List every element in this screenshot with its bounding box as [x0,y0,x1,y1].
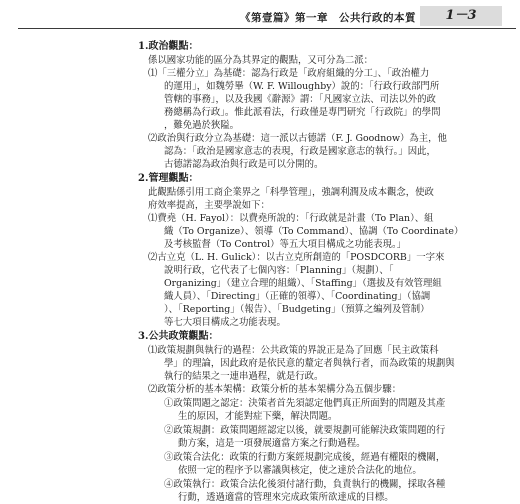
paragraph-line: 依照一定的程序予以審議與核定，使之達於合法化的地位。 [178,465,422,476]
running-header-title: 《第壹篇》第一章 公共行政的本質 [240,12,416,24]
page-number: 1－3 [420,6,502,26]
paragraph-line: ②政策規劃：政策問題經認定以後，就要規劃可能解決政策問題的行 [164,425,446,436]
paragraph-line: 係以國家功能的區分為其界定的觀點，又可分為二派： [148,55,374,66]
paragraph-line: 此觀點係引用工商企業界之「科學管理」，強調利潤及成本觀念，使政 [148,187,434,198]
paragraph-line: 動方案，這是一項發展適當方案之行動過程。 [178,438,366,449]
paragraph-line: ④政策執行：政策合法化後須付諸行動，負責執行的機關，採取各種 [164,479,446,490]
paragraph-line: ⑵政策分析的基本架構：政策分析的基本架構分為五個步驟： [148,384,402,395]
paragraph-line: 及考核監督（To Control）等五大項目構成之功能表現。」 [164,239,407,250]
paragraph-line: ）、「Reporting」（報告）、「Budgeting」（預算之編列及管制） [164,304,430,315]
paragraph-line: ⑵政治與行政分立為基礎：這一派以古德諾（F. J. Goodnow）為主，他 [148,133,447,144]
paragraph-line: 行動，透過適當的管理來完成政策所欲達成的目標。 [178,492,394,503]
paragraph-line: 等七大項目構成之功能表現。 [164,317,286,328]
paragraph-line: 學」的理論，因此政府是依民意的釐定者與執行者，而為政策的規劃與 [164,358,455,369]
paragraph-line: 執行的結果之一連串過程，就是行政。 [164,371,324,382]
paragraph-line: 管轄的事務」，以及我國《辭源》謂：「凡國家立法、司法以外的政 [164,94,436,105]
section-heading: 1.政治觀點： [138,41,199,52]
paragraph-line: 織人員）、「Directing」（正確的領導）、「Coordinating」（協調 [164,291,431,302]
paragraph-line: ⑵古立克（L. H. Gulick）：以古立克所創造的「POSDCORB」一字來 [148,252,445,263]
paragraph-line: 古德諾認為政治與行政是可以分開的。 [164,159,324,170]
paragraph-line: 的運用」，如魏勞畢（W. F. Willoughby）說的：「行政行政部門所 [164,81,440,92]
paragraph-line: 認為：「政治是國家意志的表現，行政是國家意志的執行。」因此， [164,146,436,157]
paragraph-line: ①政策問題之認定：決策者首先須認定他們真正所面對的問題及其產 [164,398,446,409]
section-heading: 3.公共政策觀點： [138,331,219,342]
paragraph-line: ，難免過於狹隘。 [164,120,240,131]
paragraph-line: ⑴政策規劃與執行的過程：公共政策的界說正是為了回應「民主政策科 [148,345,439,356]
paragraph-line: 說明行政，它代表了七個內容：「Planning」（規劃）、「 [164,265,394,276]
page-header [0,0,520,30]
paragraph-line: 務總稱為行政」。惟此派看法，行政僅是專門研究「行政院」的學問 [164,107,441,118]
paragraph-line: 織（To Organize）、領導（To Command）、協調（To Coordinate） [164,226,464,237]
paragraph-line: ⑴費堯（H. Fayol）：以費堯所說的：「行政就是計畫（To Plan）、組 [148,213,434,224]
paragraph-line: ③政策合法化：政策的行動方案經規劃完成後，經過有權限的機關， [164,452,446,463]
paragraph-line: ⑴「三權分立」為基礎：認為行政是「政府組織的分工」、「政治權力 [148,68,430,79]
header-rule [18,28,516,29]
paragraph-line: Organizing」（建立合理的組織）、「Staffing」（選拔及有效管理組 [164,278,442,289]
section-heading: 2.管理觀點： [138,173,199,184]
paragraph-line: 生的原因，才能對症下藥，解決問題。 [178,411,338,422]
paragraph-line: 府效率提高，主要學說如下： [148,200,270,211]
